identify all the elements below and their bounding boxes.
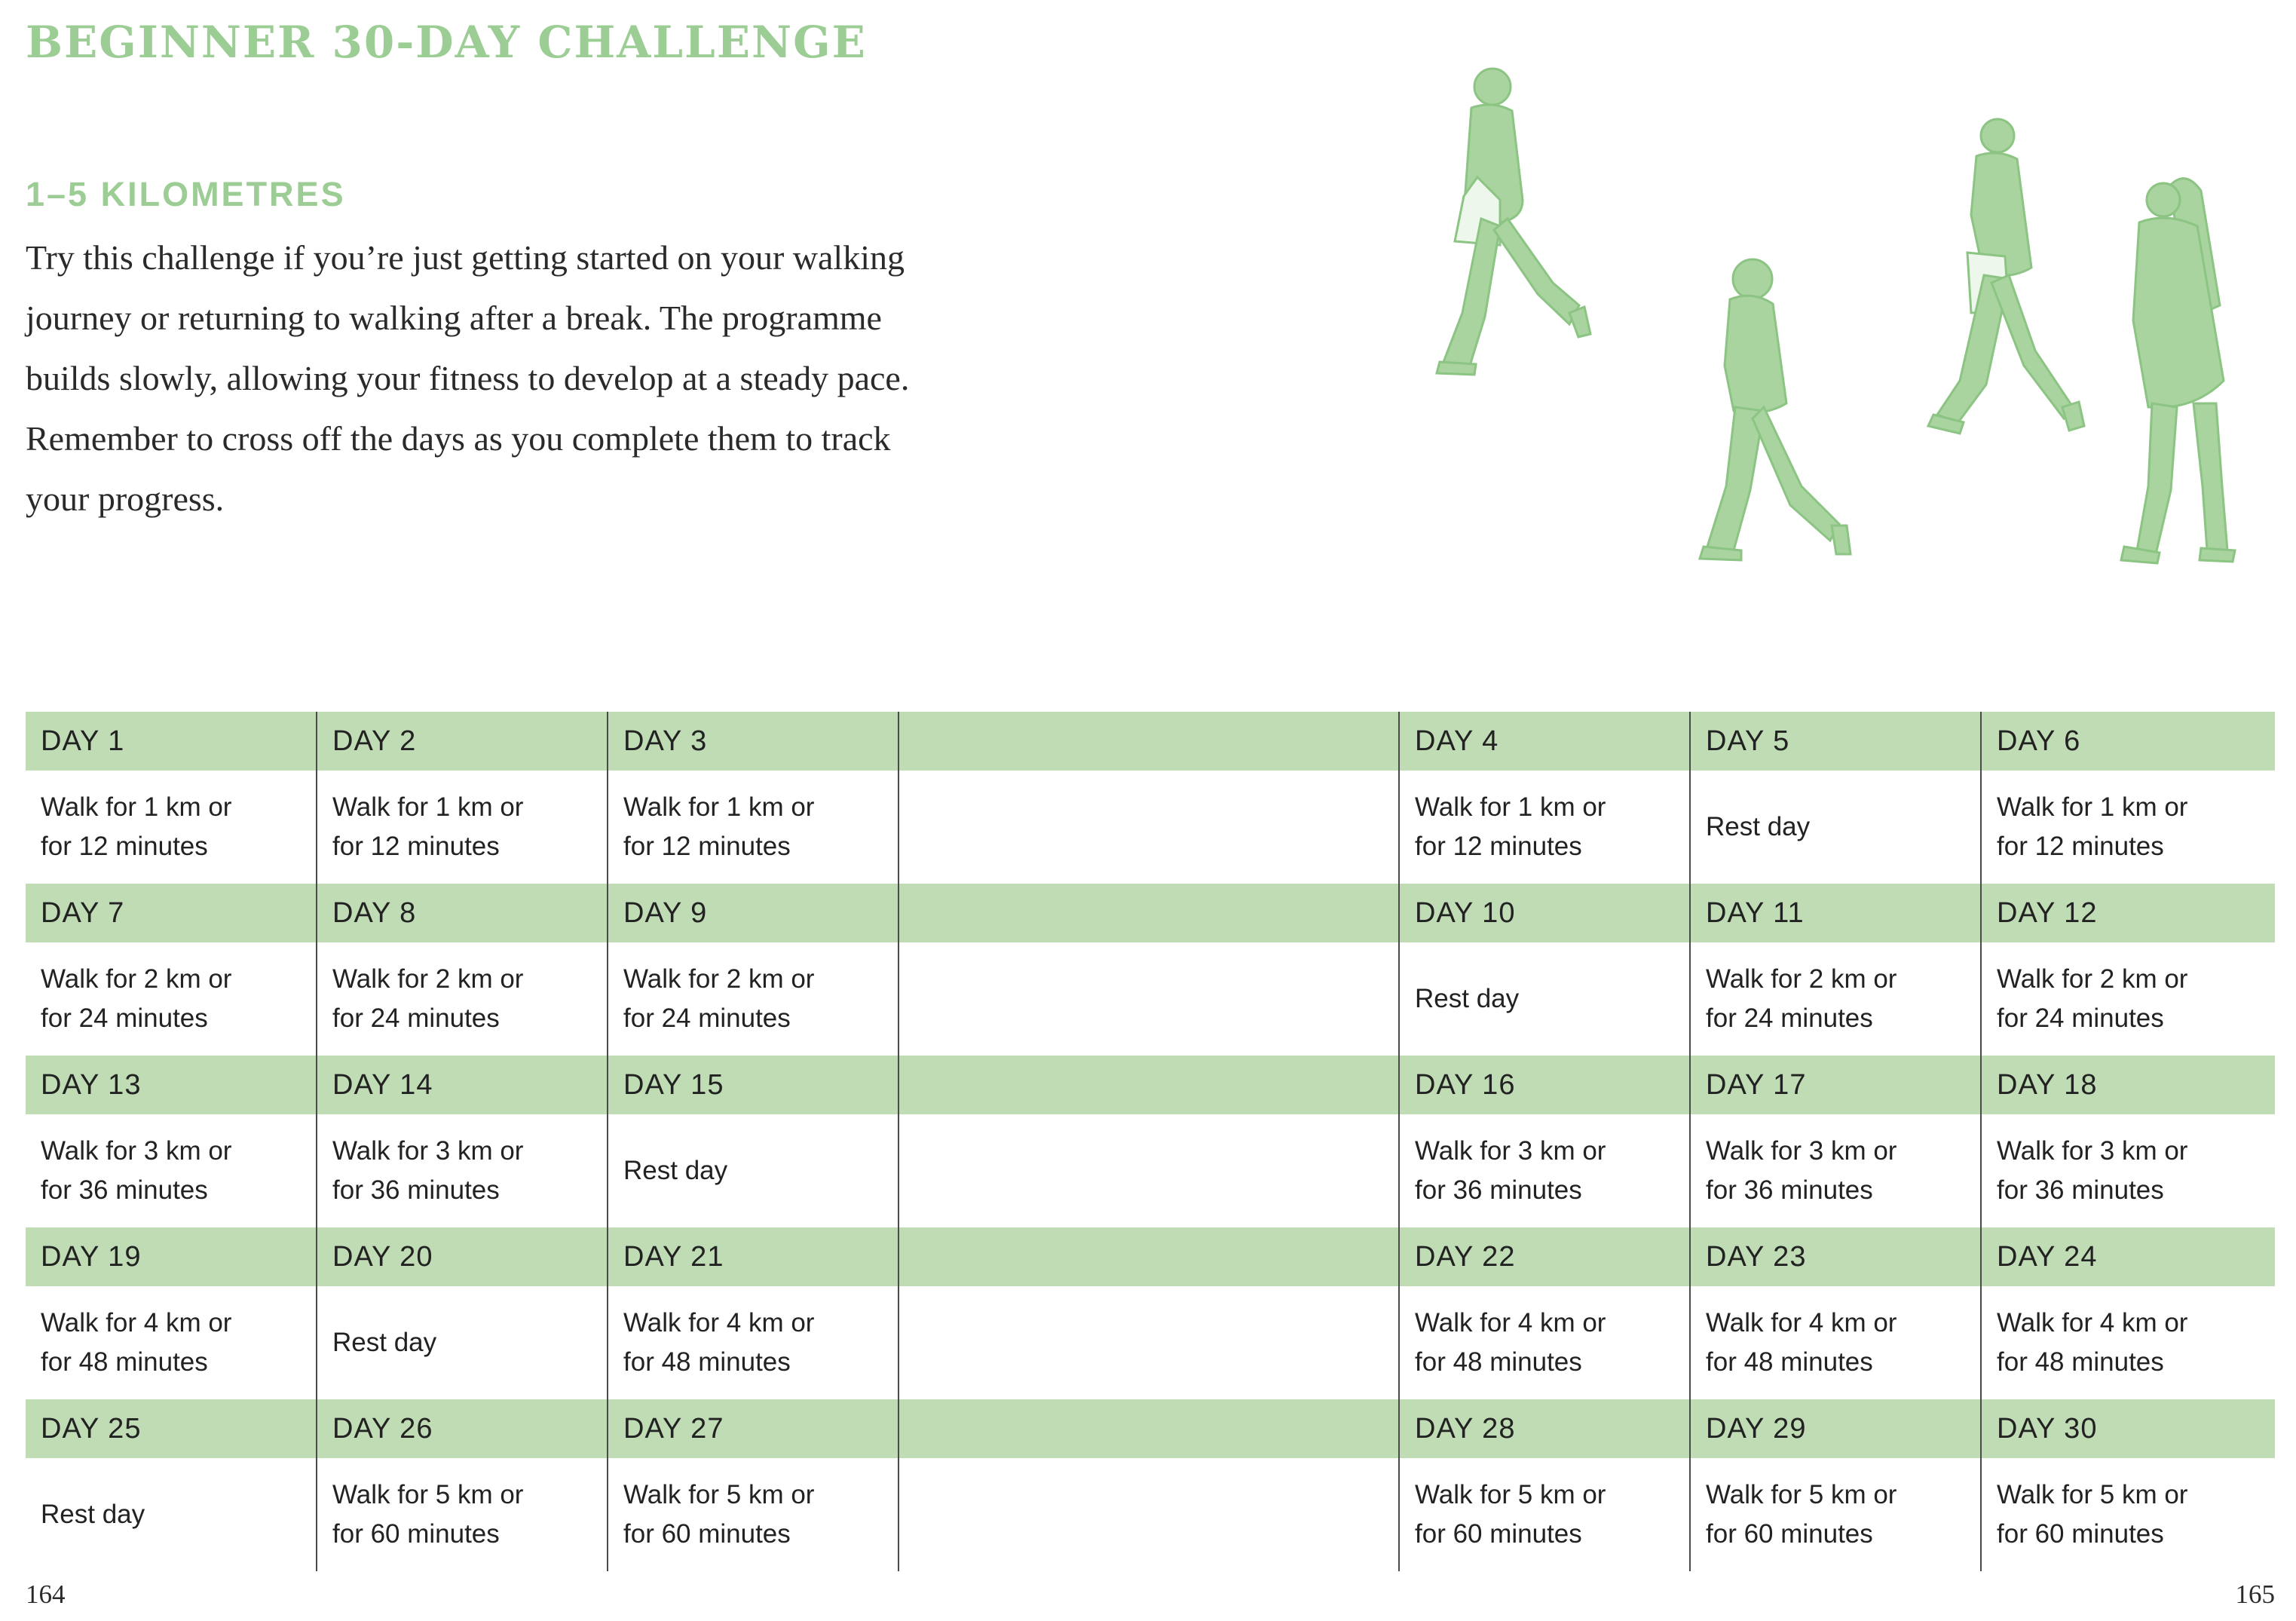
description-line: Walk for 5 km or	[623, 1480, 815, 1509]
day-description	[1399, 942, 1690, 1056]
description-line: Rest day	[1706, 812, 1811, 841]
page-gutter	[899, 1399, 1399, 1458]
page-number-right: 165	[2235, 1580, 2275, 1609]
description-line: Walk for 4 km or	[1706, 1308, 1897, 1338]
day-description	[1690, 1286, 1981, 1399]
description-line: for 48 minutes	[1415, 1347, 1582, 1377]
day-description	[1690, 771, 1981, 884]
day-label: DAY 12	[1981, 884, 2275, 942]
description-line: Walk for 5 km or	[1706, 1480, 1897, 1509]
description-line: Walk for 2 km or	[332, 964, 524, 994]
day-label: DAY 30	[1981, 1399, 2275, 1458]
description-line: Walk for 2 km or	[41, 964, 232, 994]
walker-figure-3	[1928, 119, 2084, 434]
day-label: DAY 26	[317, 1399, 608, 1458]
day-label: DAY 17	[1690, 1056, 1981, 1114]
day-description	[1981, 1286, 2275, 1399]
day-description-row	[26, 1286, 2275, 1399]
day-description	[1399, 1458, 1690, 1571]
day-label-row	[26, 884, 2275, 942]
description-line: Walk for 5 km or	[1997, 1480, 2188, 1509]
description-line: Walk for 1 km or	[1997, 792, 2188, 822]
page-gutter	[899, 884, 1399, 942]
day-label: DAY 15	[608, 1056, 899, 1114]
day-label: DAY 14	[317, 1056, 608, 1114]
day-label: DAY 6	[1981, 712, 2275, 771]
description-line: for 60 minutes	[1706, 1519, 1873, 1549]
page-gutter	[899, 771, 1399, 884]
day-label-row	[26, 1399, 2275, 1458]
day-description-row	[26, 1458, 2275, 1571]
page-number-left: 164	[26, 1580, 66, 1609]
description-line: for 36 minutes	[1415, 1175, 1582, 1205]
page-gutter	[899, 1286, 1399, 1399]
page-gutter	[899, 1227, 1399, 1286]
day-label: DAY 28	[1399, 1399, 1690, 1458]
day-description	[1981, 1458, 2275, 1571]
description-line: for 60 minutes	[1415, 1519, 1582, 1549]
day-label: DAY 5	[1690, 712, 1981, 771]
description-line: for 24 minutes	[332, 1004, 500, 1033]
day-description	[26, 1458, 317, 1571]
day-description	[317, 1458, 608, 1571]
description-line: for 24 minutes	[1997, 1004, 2164, 1033]
day-description-row	[26, 771, 2275, 884]
day-description	[26, 1286, 317, 1399]
day-description	[1399, 771, 1690, 884]
description-line: Walk for 4 km or	[1997, 1308, 2188, 1338]
section-subtitle: 1–5 KILOMETRES	[26, 175, 346, 213]
description-line: for 12 minutes	[1997, 832, 2164, 861]
day-description	[26, 942, 317, 1056]
day-label: DAY 9	[608, 884, 899, 942]
day-label: DAY 8	[317, 884, 608, 942]
page-gutter	[899, 942, 1399, 1056]
description-line: Walk for 1 km or	[332, 792, 524, 822]
day-description	[1981, 771, 2275, 884]
description-line: Walk for 3 km or	[332, 1136, 524, 1166]
day-label: DAY 3	[608, 712, 899, 771]
walker-figure-1	[1437, 69, 1590, 375]
day-description	[317, 1286, 608, 1399]
description-line: for 48 minutes	[41, 1347, 208, 1377]
description-line: for 36 minutes	[41, 1175, 208, 1205]
day-description	[26, 1114, 317, 1227]
walker-figure-4	[2121, 179, 2235, 563]
description-line: Rest day	[41, 1500, 145, 1529]
description-line: Walk for 1 km or	[623, 792, 815, 822]
description-line: for 48 minutes	[623, 1347, 791, 1377]
day-description	[317, 1114, 608, 1227]
description-line: for 48 minutes	[1997, 1347, 2164, 1377]
day-description	[608, 1286, 899, 1399]
day-description	[26, 771, 317, 884]
description-line: Walk for 3 km or	[41, 1136, 232, 1166]
day-label: DAY 2	[317, 712, 608, 771]
description-line: for 36 minutes	[1997, 1175, 2164, 1205]
description-line: Walk for 4 km or	[41, 1308, 232, 1338]
day-label-row	[26, 1227, 2275, 1286]
description-line: Walk for 5 km or	[1415, 1480, 1606, 1509]
day-label: DAY 7	[26, 884, 317, 942]
day-label: DAY 13	[26, 1056, 317, 1114]
description-line: Walk for 2 km or	[623, 964, 815, 994]
day-description	[1981, 942, 2275, 1056]
page-gutter	[899, 1056, 1399, 1114]
day-label: DAY 1	[26, 712, 317, 771]
description-line: Walk for 3 km or	[1706, 1136, 1897, 1166]
day-label-row	[26, 1056, 2275, 1114]
day-description	[1690, 1114, 1981, 1227]
description-line: Walk for 4 km or	[623, 1308, 815, 1338]
day-description	[1399, 1286, 1690, 1399]
description-line: for 12 minutes	[1415, 832, 1582, 861]
description-line: Rest day	[332, 1328, 437, 1357]
description-line: for 24 minutes	[623, 1004, 791, 1033]
day-label: DAY 16	[1399, 1056, 1690, 1114]
day-label: DAY 4	[1399, 712, 1690, 771]
page-gutter	[899, 1458, 1399, 1571]
description-line: Walk for 1 km or	[41, 792, 232, 822]
page-title: BEGINNER 30-DAY CHALLENGE	[26, 17, 867, 68]
day-label: DAY 18	[1981, 1056, 2275, 1114]
day-description	[608, 771, 899, 884]
day-description	[1690, 1458, 1981, 1571]
description-line: for 48 minutes	[1706, 1347, 1873, 1377]
intro-paragraph: Try this challenge if you’re just getting started on your walking journey or returning to walking after a break. The programme builds slowly, allowing your fitness to develop at a steady pace. Remember to cross off the days as you complete them to track your progress.	[26, 238, 910, 518]
description-line: for 36 minutes	[332, 1175, 500, 1205]
day-description-row	[26, 942, 2275, 1056]
day-description	[1690, 942, 1981, 1056]
day-description	[1399, 1114, 1690, 1227]
description-line: Walk for 1 km or	[1415, 792, 1606, 822]
day-label: DAY 22	[1399, 1227, 1690, 1286]
day-label: DAY 23	[1690, 1227, 1981, 1286]
day-label-row	[26, 712, 2275, 771]
description-line: Rest day	[623, 1156, 728, 1185]
description-line: for 24 minutes	[1706, 1004, 1873, 1033]
day-description	[317, 942, 608, 1056]
day-label: DAY 11	[1690, 884, 1981, 942]
day-description	[317, 771, 608, 884]
description-line: for 60 minutes	[1997, 1519, 2164, 1549]
day-description	[1981, 1114, 2275, 1227]
day-label: DAY 20	[317, 1227, 608, 1286]
day-label: DAY 29	[1690, 1399, 1981, 1458]
day-description	[608, 1114, 899, 1227]
day-label: DAY 24	[1981, 1227, 2275, 1286]
description-line: for 60 minutes	[332, 1519, 500, 1549]
day-label: DAY 19	[26, 1227, 317, 1286]
description-line: Rest day	[1415, 984, 1520, 1013]
description-line: for 24 minutes	[41, 1004, 208, 1033]
description-line: for 60 minutes	[623, 1519, 791, 1549]
description-line: for 12 minutes	[332, 832, 500, 861]
description-line: Walk for 4 km or	[1415, 1308, 1606, 1338]
walking-people-sketch-icon	[1410, 64, 2284, 592]
day-description	[608, 1458, 899, 1571]
description-line: Walk for 3 km or	[1415, 1136, 1606, 1166]
day-label: DAY 21	[608, 1227, 899, 1286]
description-line: Walk for 2 km or	[1706, 964, 1897, 994]
day-description	[608, 942, 899, 1056]
description-line: for 12 minutes	[623, 832, 791, 861]
day-label: DAY 27	[608, 1399, 899, 1458]
day-label: DAY 25	[26, 1399, 317, 1458]
walker-figure-2	[1700, 259, 1851, 560]
description-line: Walk for 3 km or	[1997, 1136, 2188, 1166]
page-gutter	[899, 712, 1399, 771]
description-line: Walk for 5 km or	[332, 1480, 524, 1509]
day-description-row	[26, 1114, 2275, 1227]
page-gutter	[899, 1114, 1399, 1227]
description-line: Walk for 2 km or	[1997, 964, 2188, 994]
challenge-schedule-table	[26, 712, 2275, 1571]
day-label: DAY 10	[1399, 884, 1690, 942]
description-line: for 12 minutes	[41, 832, 208, 861]
description-line: for 36 minutes	[1706, 1175, 1873, 1205]
